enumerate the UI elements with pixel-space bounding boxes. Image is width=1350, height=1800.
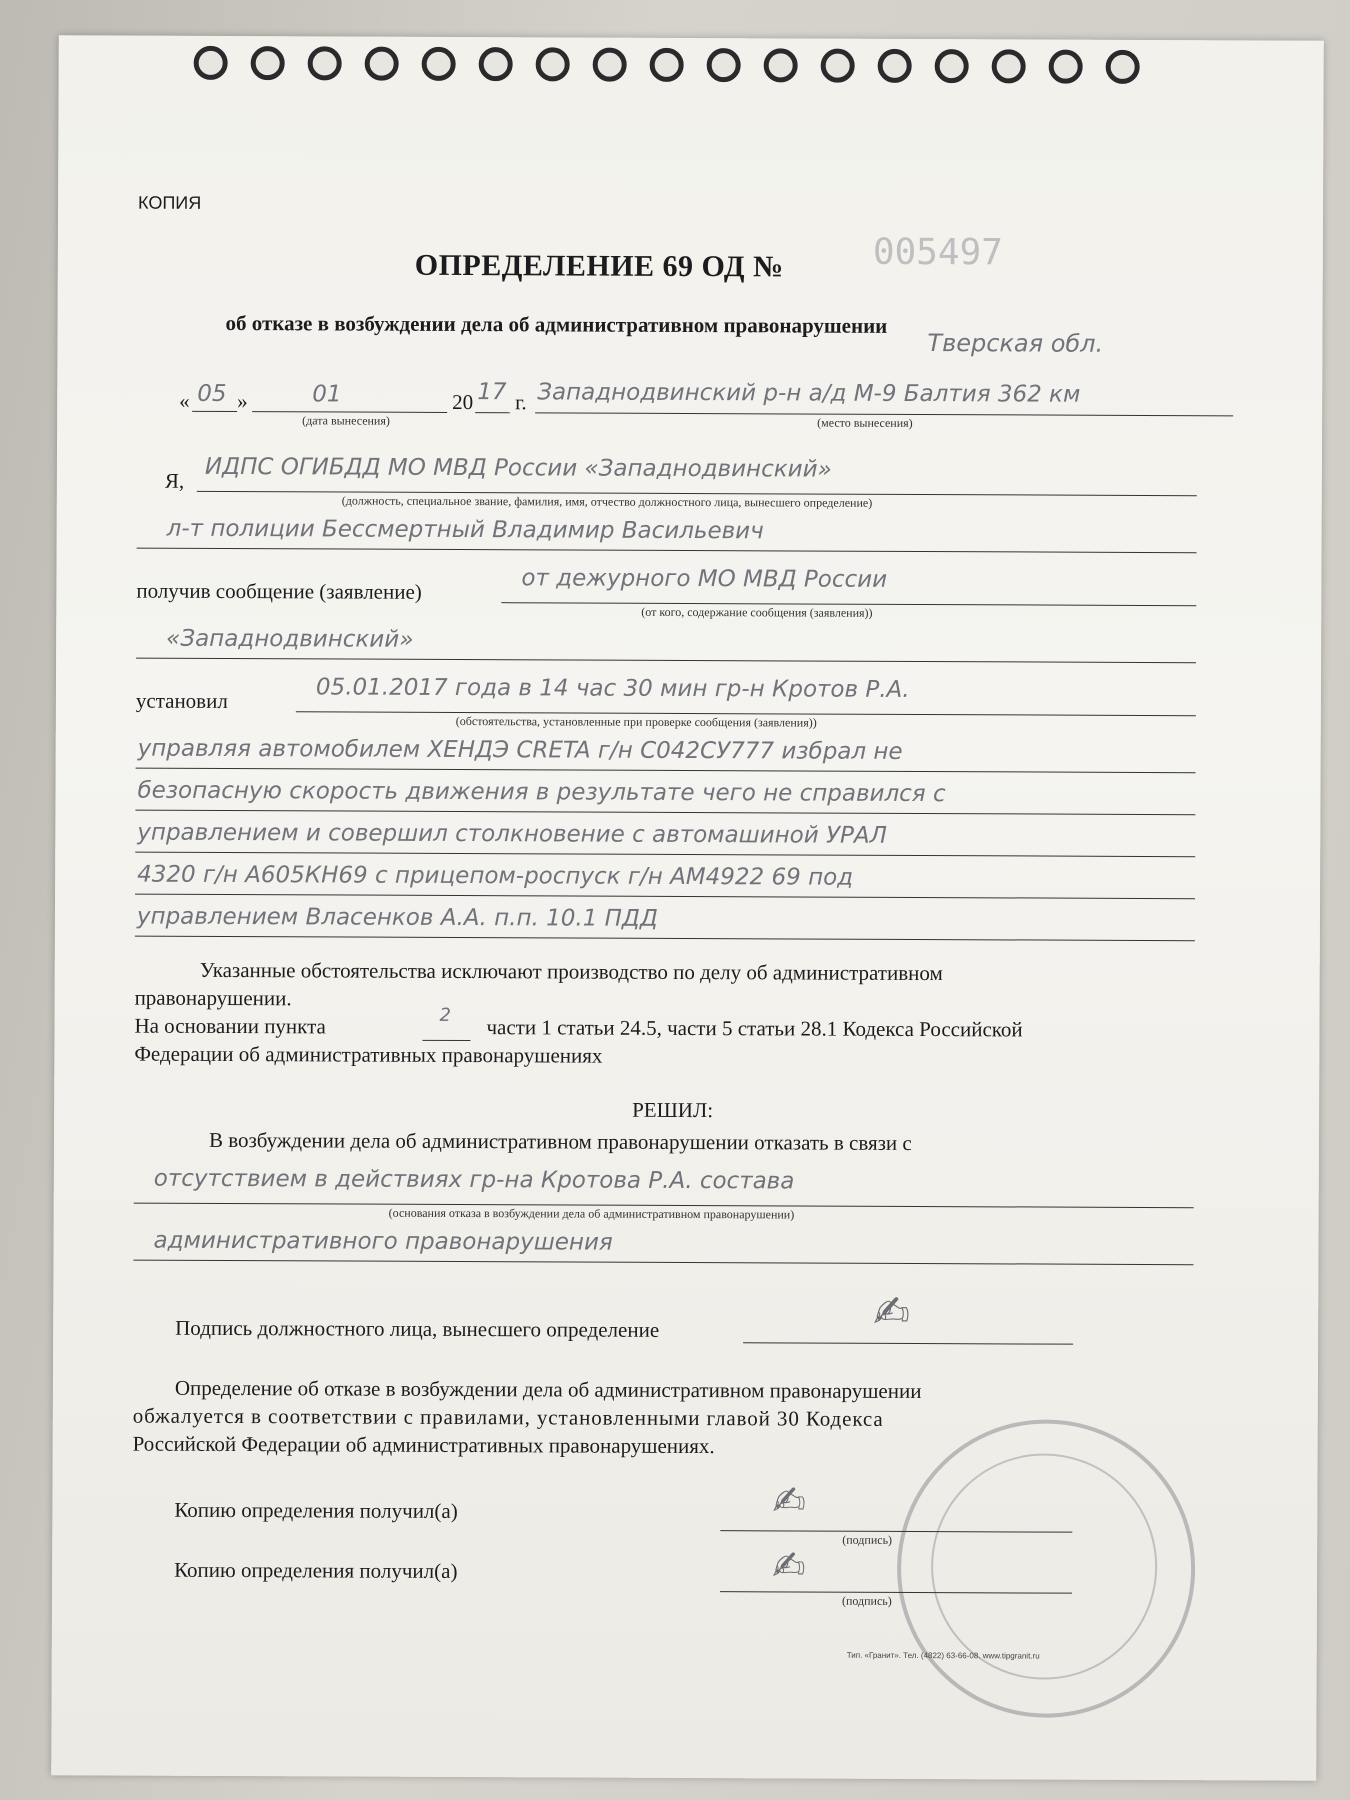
report-line-2: «Западнодвинский» <box>166 625 414 653</box>
date-close-quote: » <box>237 389 248 414</box>
received-caption-2: (подпись) <box>841 1593 892 1608</box>
established-line-1: 05.01.2017 года в 14 час 30 мин гр-н Кротов Р.А. <box>315 674 910 703</box>
official-stamp <box>896 1419 1195 1718</box>
established-line-6: управлением Власенков А.А. п.п. 10.1 ПДД <box>136 903 658 932</box>
established-label: установил <box>135 688 228 713</box>
decision-reason-line-1: отсутствием в действиях гр-на Кротова Р.А. состава <box>153 1165 795 1195</box>
established-line-4: управлением и совершил столкновение с автомашиной УРАЛ <box>137 819 887 849</box>
date-open-quote: « <box>179 388 190 413</box>
official-caption: (должность, специальное звание, фамилия, имя, отчество должностного лица, вынесшего определение) <box>341 493 873 510</box>
established-line-3: безопасную скорость движения в результате чего не справился с <box>137 777 946 808</box>
place-caption: (место вынесения) <box>817 415 913 430</box>
place-value: Западнодвинский р-н а/д М-9 Балтия 362 км <box>537 379 1081 408</box>
established-line-5: 4320 г/н А605КН69 с прицепом-роспуск г/н АМ4922 69 под <box>137 861 854 891</box>
official-label: Я, <box>164 468 185 493</box>
official-line-2: л-т полиции Бессмертный Владимир Васильевич <box>166 515 764 545</box>
handwritten-note-top: Тверская обл. <box>927 329 1104 358</box>
circumstances-text-2: правонарушении. <box>134 985 292 1011</box>
document-number: 005497 <box>872 231 1003 274</box>
copy-label: КОПИЯ <box>138 192 202 213</box>
basis-code: Федерации об административных правонарушениях <box>134 1041 603 1068</box>
spiral-binding <box>194 46 1174 100</box>
appeal-text-1: Определение об отказе в возбуждении дела об административном правонарушении <box>174 1375 922 1404</box>
printer-imprint: Тип. «Гранит». Тел. (4822) 63-66-08. www.tipgranit.ru <box>846 1650 1040 1661</box>
document-title: ОПРЕДЕЛЕНИЕ 69 ОД № <box>414 248 784 284</box>
date-year-prefix: 20 <box>452 389 474 415</box>
decision-heading: РЕШИЛ: <box>632 1097 714 1123</box>
signature-official-label: Подпись должностного лица, вынесшего определение <box>175 1315 660 1342</box>
decision-reason-caption: (основания отказа в возбуждении дела об административном правонарушении) <box>388 1205 795 1222</box>
received-label-2: Копию определения получил(а) <box>174 1557 458 1584</box>
appeal-text-3: Российской Федерации об административных правонарушениях. <box>132 1431 715 1459</box>
date-year: 17 <box>477 379 507 406</box>
report-label: получив сообщение (заявление) <box>136 578 422 604</box>
decision-text: В возбуждении дела об административном правонарушении отказать в связи с <box>208 1127 912 1155</box>
date-month: 01 <box>312 381 342 408</box>
recipient-signature-2: ✍ <box>772 1543 806 1590</box>
decision-reason-line-2: административного правонарушения <box>153 1227 613 1256</box>
established-line-2: управляя автомобилем ХЕНДЭ CRETA г/н С042СУ777 избрал не <box>137 735 903 765</box>
basis-suffix: части 1 статьи 24.5, части 5 статьи 28.1 Кодекса Российской <box>486 1015 1023 1042</box>
received-label-1: Копию определения получил(а) <box>174 1497 458 1524</box>
official-signature: ✍ <box>873 1286 911 1338</box>
date-day: 05 <box>197 380 227 407</box>
appeal-text-2: обжалуется в соответствии с правилами, установленными главой 30 Кодекса <box>132 1403 884 1431</box>
document-subtitle: об отказе в возбуждении дела об административном правонарушении <box>225 310 888 338</box>
official-line-1: ИДПС ОГИБДД МО МВД России «Западнодвинский» <box>204 453 832 483</box>
date-year-suffix: г. <box>515 390 527 415</box>
date-caption: (дата вынесения) <box>302 413 390 428</box>
recipient-signature-1: ✍ <box>772 1478 807 1525</box>
basis-point: 2 <box>439 1004 452 1026</box>
document-page <box>51 35 1324 1781</box>
report-line-1: от дежурного МО МВД России <box>521 565 888 593</box>
received-caption-1: (подпись) <box>842 1532 893 1547</box>
established-caption: (обстоятельства, установленные при проверке сообщения (заявления)) <box>455 713 817 730</box>
circumstances-text-1: Указанные обстоятельства исключают производство по делу об административном <box>199 957 943 986</box>
basis-prefix: На основании пункта <box>134 1013 326 1039</box>
report-caption: (от кого, содержание сообщения (заявления)) <box>641 604 873 620</box>
